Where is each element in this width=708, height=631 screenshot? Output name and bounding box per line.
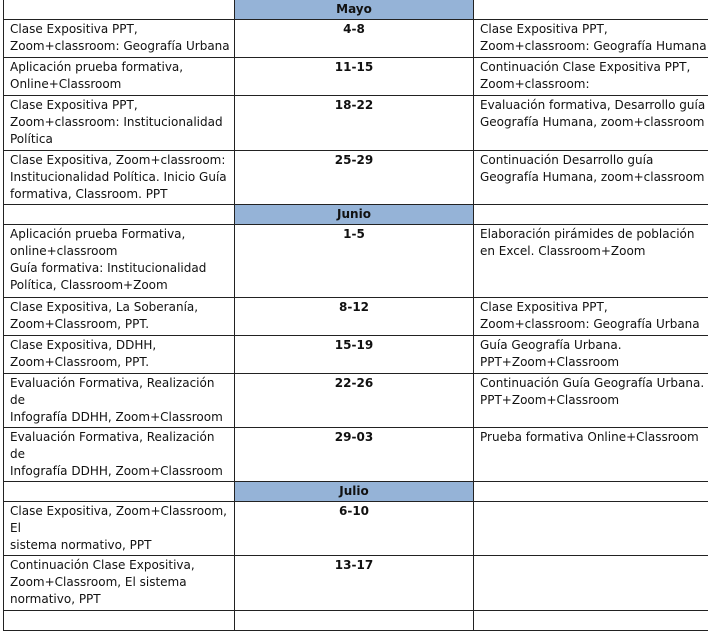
table-row [4,298,708,336]
activity-cell-right: Clase Expositiva PPT, Zoom+classroom: Geografía Urbana [474,298,708,336]
activity-cell-right: Guía Geografía Urbana. PPT+Zoom+Classroom [474,336,708,374]
month-header-julio: Julio [235,482,474,502]
activity-cell-right [474,556,708,611]
activity-cell-right: Evaluación formativa, Desarrollo guía Geografía Humana, zoom+classroom [474,96,708,151]
week-range-cell: 6-10 [235,502,474,556]
week-range-cell: 22-26 [235,374,474,428]
table-row [4,58,708,96]
activity-cell-right: Prueba formativa Online+Classroom [474,428,708,482]
month-header-row [4,0,708,20]
table-row [4,428,708,482]
activity-cell-left: Clase Expositiva PPT, Zoom+classroom: Geografía Urbana [4,20,235,58]
table-row [4,151,708,205]
blank-cell [4,482,235,502]
table-row [4,225,708,298]
activity-cell-right [474,502,708,556]
table-row-cut-off [4,611,708,631]
activity-cell-left: Evaluación Formativa, Realización de Infografía DDHH, Zoom+Classroom [4,428,235,482]
table-row [4,96,708,151]
week-range-cell [235,611,474,631]
activity-cell-right: Clase Expositiva PPT, Zoom+classroom: Geografía Humana [474,20,708,58]
month-header-junio: Junio [235,205,474,225]
week-range-cell: 29-03 [235,428,474,482]
table-row [4,556,708,611]
week-range-cell: 8-12 [235,298,474,336]
table-row [4,502,708,556]
week-range-cell: 13-17 [235,556,474,611]
blank-cell [474,482,708,502]
week-range-cell: 11-15 [235,58,474,96]
week-range-cell: 4-8 [235,20,474,58]
table-row [4,374,708,428]
table-row [4,20,708,58]
activity-cell-right: Continuación Desarrollo guía Geografía Humana, zoom+classroom [474,151,708,205]
week-range-cell: 1-5 [235,225,474,298]
month-header-row [4,205,708,225]
week-range-cell: 18-22 [235,96,474,151]
activity-cell-right: Continuación Clase Expositiva PPT, Zoom+classroom: [474,58,708,96]
activity-cell-left: Aplicación prueba formativa, Online+Classroom [4,58,235,96]
blank-cell [474,0,708,20]
activity-cell-left: Clase Expositiva, Zoom+classroom: Institucionalidad Política. Inicio Guía formativa, Classroom. PPT [4,151,235,205]
activity-cell-left: Continuación Clase Expositiva, Zoom+Classroom, El sistema normativo, PPT [4,556,235,611]
activity-cell-left [4,611,235,631]
table-row [4,336,708,374]
week-range-cell: 25-29 [235,151,474,205]
activity-cell-left: Clase Expositiva PPT, Zoom+classroom: Institucionalidad Política [4,96,235,151]
activity-cell-right: Elaboración pirámides de población en Excel. Classroom+Zoom [474,225,708,298]
activity-cell-left: Evaluación Formativa, Realización de Infografía DDHH, Zoom+Classroom [4,374,235,428]
activity-cell-right [474,611,708,631]
activity-cell-left: Clase Expositiva, Zoom+Classroom, El sistema normativo, PPT [4,502,235,556]
schedule-table [3,0,708,631]
month-header-row [4,482,708,502]
activity-cell-left: Clase Expositiva, DDHH, Zoom+Classroom, PPT. [4,336,235,374]
month-header-mayo: Mayo [235,0,474,20]
activity-cell-right: Continuación Guía Geografía Urbana. PPT+Zoom+Classroom [474,374,708,428]
week-range-cell: 15-19 [235,336,474,374]
blank-cell [4,0,235,20]
blank-cell [4,205,235,225]
activity-cell-left: Clase Expositiva, La Soberanía, Zoom+Classroom, PPT. [4,298,235,336]
blank-cell [474,205,708,225]
activity-cell-left: Aplicación prueba Formativa, online+classroom Guía formativa: Institucionalidad Política, Classroom+Zoom [4,225,235,298]
